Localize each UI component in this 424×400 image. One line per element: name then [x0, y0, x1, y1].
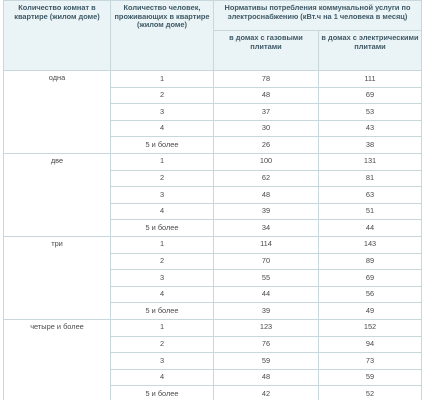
- persons-cell: 1: [111, 71, 214, 88]
- electric-norm-cell: 63: [319, 187, 422, 204]
- table-row: [4, 153, 422, 170]
- gas-norm-cell: 48: [214, 87, 319, 104]
- gas-norm-cell: 123: [214, 319, 319, 336]
- gas-norm-cell: 70: [214, 253, 319, 270]
- persons-cell: 5 и более: [111, 220, 214, 237]
- header-norms: Нормативы потребления коммунальной услуги по электроснабжению (кВт.ч на 1 человека в месяц): [214, 1, 422, 31]
- gas-norm-cell: 37: [214, 104, 319, 121]
- persons-cell: 1: [111, 153, 214, 170]
- header-electric-stoves: в домах с электрическими плитами: [319, 31, 422, 71]
- table-body: [4, 71, 422, 400]
- electric-norm-cell: 53: [319, 104, 422, 121]
- gas-norm-cell: 48: [214, 369, 319, 386]
- persons-cell: 4: [111, 120, 214, 137]
- electric-norm-cell: 81: [319, 170, 422, 187]
- persons-cell: 3: [111, 104, 214, 121]
- electric-norm-cell: 94: [319, 336, 422, 353]
- persons-cell: 2: [111, 336, 214, 353]
- electric-norm-cell: 43: [319, 120, 422, 137]
- gas-norm-cell: 55: [214, 270, 319, 287]
- persons-cell: 4: [111, 369, 214, 386]
- table-header: [4, 1, 422, 71]
- gas-norm-cell: 100: [214, 153, 319, 170]
- persons-cell: 4: [111, 286, 214, 303]
- persons-cell: 2: [111, 253, 214, 270]
- gas-norm-cell: 78: [214, 71, 319, 88]
- rooms-cell: три: [4, 236, 111, 319]
- gas-norm-cell: 42: [214, 386, 319, 400]
- gas-norm-cell: 62: [214, 170, 319, 187]
- persons-cell: 5 и более: [111, 137, 214, 154]
- electric-norm-cell: 52: [319, 386, 422, 400]
- electric-norm-cell: 152: [319, 319, 422, 336]
- gas-norm-cell: 39: [214, 303, 319, 320]
- rooms-cell: одна: [4, 71, 111, 154]
- gas-norm-cell: 34: [214, 220, 319, 237]
- persons-cell: 2: [111, 170, 214, 187]
- table-row: [4, 319, 422, 336]
- gas-norm-cell: 44: [214, 286, 319, 303]
- electric-norm-cell: 51: [319, 203, 422, 220]
- persons-cell: 1: [111, 236, 214, 253]
- gas-norm-cell: 48: [214, 187, 319, 204]
- rooms-cell: две: [4, 153, 111, 236]
- electric-norm-cell: 38: [319, 137, 422, 154]
- persons-cell: 4: [111, 203, 214, 220]
- electric-norm-cell: 44: [319, 220, 422, 237]
- gas-norm-cell: 39: [214, 203, 319, 220]
- electric-norm-cell: 69: [319, 270, 422, 287]
- electric-norm-cell: 49: [319, 303, 422, 320]
- persons-cell: 1: [111, 319, 214, 336]
- persons-cell: 3: [111, 187, 214, 204]
- persons-cell: 5 и более: [111, 386, 214, 400]
- rooms-cell: четыре и более: [4, 319, 111, 400]
- gas-norm-cell: 59: [214, 353, 319, 370]
- header-rooms: Количество комнат в квартире (жилом доме): [4, 1, 111, 71]
- persons-cell: 2: [111, 87, 214, 104]
- electric-norm-cell: 143: [319, 236, 422, 253]
- electric-norm-cell: 111: [319, 71, 422, 88]
- table-row: [4, 236, 422, 253]
- header-persons: Количество человек, проживающих в квартире (жилом доме): [111, 1, 214, 71]
- gas-norm-cell: 76: [214, 336, 319, 353]
- persons-cell: 3: [111, 353, 214, 370]
- table-row: [4, 71, 422, 88]
- electric-norm-cell: 89: [319, 253, 422, 270]
- gas-norm-cell: 30: [214, 120, 319, 137]
- gas-norm-cell: 114: [214, 236, 319, 253]
- consumption-norms-table: [3, 0, 422, 400]
- electric-norm-cell: 131: [319, 153, 422, 170]
- electric-norm-cell: 73: [319, 353, 422, 370]
- electric-norm-cell: 56: [319, 286, 422, 303]
- electric-norm-cell: 69: [319, 87, 422, 104]
- persons-cell: 3: [111, 270, 214, 287]
- persons-cell: 5 и более: [111, 303, 214, 320]
- gas-norm-cell: 26: [214, 137, 319, 154]
- electric-norm-cell: 59: [319, 369, 422, 386]
- header-gas-stoves: в домах с газовыми плитами: [214, 31, 319, 71]
